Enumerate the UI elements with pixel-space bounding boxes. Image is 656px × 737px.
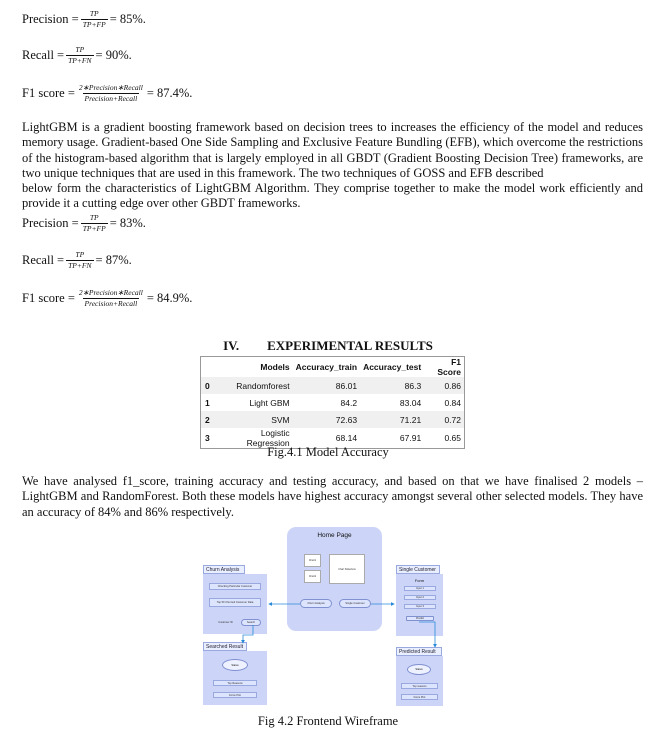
checking-customer-box[interactable]: Checking Particular Customer <box>209 583 261 590</box>
input3-field[interactable]: Input 3 <box>404 604 436 609</box>
section-number: IV. <box>223 338 240 353</box>
predicted-result-header: Predicted Result <box>396 647 442 656</box>
arrow-to-searched-result <box>243 625 253 643</box>
arrow-to-predicted-result <box>419 622 435 647</box>
table-row: 0 Randomforest 86.01 86.3 0.86 <box>201 377 465 394</box>
table-header-row: Models Accuracy_train Accuracy_test F1 Score <box>201 357 465 378</box>
fraction: $\frac{TP}{TP+FP}$ <box>82 213 106 233</box>
precision-equation-2 <box>22 213 146 234</box>
equation-result: = 85%. <box>109 12 146 26</box>
recall-equation-2 <box>22 250 132 271</box>
fraction: $\frac{\text{2∗Precision∗Recall}}{\text{Precision+Recall}}$ <box>78 83 143 103</box>
table-row: 2 SVM 72.63 71.21 0.72 <box>201 411 465 428</box>
form-label: Form <box>414 578 425 583</box>
churn-analysis-pill[interactable]: Churn Analysis <box>300 599 332 608</box>
predicted-top-reasons: Top reasons <box>401 683 438 689</box>
searched-force-plot: Force Plot <box>213 692 257 698</box>
section-title: EXPERIMENTAL RESULTS <box>267 338 433 353</box>
chart-slideshow-box: Chart Slideshow <box>329 554 365 584</box>
customer-id-label: Customer ID <box>218 621 233 624</box>
single-customer-pill[interactable]: Single Customer <box>339 599 371 608</box>
equation-label: Precision = <box>22 216 79 230</box>
predict-button[interactable]: Predict <box>406 616 434 621</box>
home-page-title: Home Page <box>317 532 352 539</box>
predicted-force-plot: Force Plot <box>401 694 438 700</box>
predicted-status: Status <box>407 664 431 675</box>
searched-status: Status <box>222 659 248 671</box>
equation-result: = 83%. <box>109 216 146 230</box>
figure-caption-frontend-wireframe: Fig 4.2 Frontend Wireframe <box>257 714 399 728</box>
input2-field[interactable]: Input 2 <box>404 595 436 600</box>
equation-result: = 87%. <box>95 253 132 267</box>
searched-top-reasons: Top Reasons <box>213 680 257 686</box>
search-button[interactable]: Search <box>241 619 261 626</box>
equation-result: = 84.9%. <box>146 291 193 305</box>
single-customer-header: Single Customer <box>396 565 440 574</box>
equation-result: = 87.4%. <box>146 86 193 100</box>
equation-label: Precision = <box>22 12 79 26</box>
fraction: $\frac{TP}{TP+FP}$ <box>82 9 106 29</box>
section-heading <box>0 338 656 354</box>
wireframe-arrows <box>197 527 445 709</box>
figure-caption-model-accuracy: Fig.4.1 Model Accuracy <box>267 445 389 459</box>
chart2-box: Chart2 <box>304 570 321 583</box>
f1-equation-2 <box>22 288 192 309</box>
equation-label: Recall = <box>22 48 65 62</box>
model-accuracy-table <box>200 356 465 449</box>
frontend-wireframe <box>197 527 445 709</box>
precision-equation-1 <box>22 9 146 30</box>
churn-analysis-header: Churn Analysis <box>203 565 245 574</box>
f1-equation-1 <box>22 83 192 104</box>
analysis-paragraph: We have analysed f1_score, training accuracy and testing accuracy, and based on that we have finalised 2 models – LightGBM and RandomForest. Both these models have highest accuracy amongst several other selected models. They have an accuracy of 84% and 86% respectively. <box>22 474 643 519</box>
lightgbm-paragraph-continued: below form the characteristics of LightGBM Algorithm. They comprise together to make the model work efficiently and provide it a cutting edge over other GBDT frameworks. <box>22 181 643 211</box>
equation-label: Recall = <box>22 253 65 267</box>
equation-label: F1 score = <box>22 86 75 100</box>
top50-churned-box[interactable]: Top 50 Churned Customer Data <box>209 598 261 607</box>
equation-label: F1 score = <box>22 291 75 305</box>
recall-equation-1 <box>22 45 132 66</box>
fraction: $\frac{TP}{TP+FN}$ <box>68 250 92 270</box>
searched-result-header: Searched Result <box>203 642 247 651</box>
fraction: $\frac{\text{2∗Precision∗Recall}}{\text{Precision+Recall}}$ <box>78 288 143 308</box>
table-row: 1 Light GBM 84.2 83.04 0.84 <box>205 397 461 408</box>
input1-field[interactable]: Input 1 <box>404 586 436 591</box>
lightgbm-paragraph: LightGBM is a gradient boosting framework based on decision trees to increases the efficiency of the model and reduces memory usage. Gradient-based One Side Sampling and Exclusive Feature Bundling (EFB), which overcome the restrictions of the histogram-based algorithm that is largely employed in all GBDT (Gradient Boosting Decision Tree) frameworks, are two unique techniques that are used in this framework. The two techniques of GOSS and EFB described <box>22 120 643 181</box>
chart1-box: Chart1 <box>304 554 321 567</box>
equation-result: = 90%. <box>95 48 132 62</box>
table-row: 3 Logistic Regression 68.14 67.91 0.65 <box>205 428 461 448</box>
fraction: $\frac{TP}{TP+FN}$ <box>68 45 92 65</box>
